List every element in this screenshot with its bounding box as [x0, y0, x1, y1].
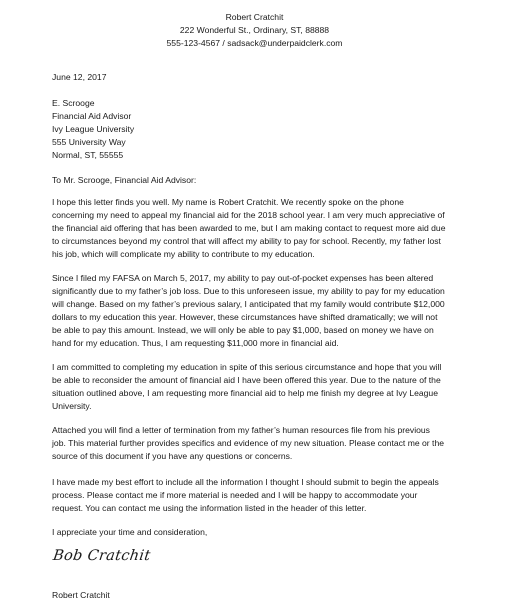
recipient-block [52, 97, 472, 162]
paragraph-line: source of this document if you have any questions or concerns. [52, 451, 293, 462]
paragraph-line: hand for my education. Thus, I am requesting $11,000 more in financial aid. [52, 338, 339, 349]
paragraph-line: Attached you will find a letter of termination from my father’s human resources file from his previous [52, 425, 430, 435]
paragraph-line: to circumstances beyond my control that will affect my ability to pay for school. Recently, my father lost [52, 236, 441, 247]
paragraph-line: his job, which will complicate my ability to contribute to my education. [52, 249, 315, 260]
sender-contact: 555-123-4567 / sadsack@underpaidclerk.com [166, 38, 343, 49]
paragraph-introduction [52, 196, 472, 261]
paragraph-attachment [52, 424, 472, 463]
paragraph-line: I have made my best effort to include all the information I thought I should submit to begin the appeals [52, 477, 439, 487]
salutation: To Mr. Scrooge, Financial Aid Advisor: [52, 175, 197, 185]
paragraph-line: will change. Based on my father’s previous salary, I anticipated that my family would contribute $12,000 [52, 299, 445, 310]
paragraph-line: be able to reconsider the amount of financial aid I have been offered this year. Due to the nature of the [52, 375, 441, 386]
paragraph-closing-request [52, 476, 472, 515]
letter-date: June 12, 2017 [52, 72, 107, 82]
paragraph-line: be able to pay this amount. Instead, we will only be able to pay $1,000, based on money we have on [52, 325, 434, 336]
recipient-city: Normal, ST, 55555 [52, 150, 124, 161]
recipient-title: Financial Aid Advisor [52, 111, 132, 122]
paragraph-line: the financial aid offering that has been awarded to me, but I am making contact to request more aid due [52, 223, 446, 234]
paragraph-line: significantly due to my father’s job loss. Due to this unforeseen issue, my ability to pay for my education [52, 286, 445, 297]
paragraph-line: I am committed to completing my education in spite of this serious circumstance and hope that you will [52, 362, 442, 372]
paragraph-line: situation outlined above, I am requesting more financial aid to help me finish my degree at Ivy League [52, 388, 438, 399]
paragraph-line: request. You can contact me using the information listed in the header of this letter. [52, 503, 367, 514]
recipient-institution: Ivy League University [52, 124, 135, 135]
paragraph-line: University. [52, 401, 92, 412]
paragraph-line: process. Please contact me if more material is needed and I will be happy to accommodate your [52, 490, 418, 501]
handwritten-signature: Bob Cratchit [52, 548, 152, 564]
recipient-street: 555 University Way [52, 137, 126, 148]
paragraph-line: job. This material further provides specifics and evidence of my new situation. Please contact me or the [52, 438, 445, 449]
paragraph-line: I hope this letter finds you well. My name is Robert Cratchit. We recently spoke on the phone [52, 197, 404, 207]
closing-line: I appreciate your time and consideration, [52, 527, 208, 537]
paragraph-financial-change [52, 272, 472, 351]
sender-name: Robert Cratchit [225, 12, 284, 22]
paragraph-line: concerning my need to appeal my financial aid for the 2018 school year. I am very much appreciative of [52, 210, 445, 221]
paragraph-line: Since I filed my FAFSA on March 5, 2017, my ability to pay out-of-pocket expenses has been altered [52, 273, 434, 283]
paragraph-line: dollars to my education this year. However, these circumstances have shifted dramatically; we will not [52, 312, 438, 323]
recipient-name: E. Scrooge [52, 98, 95, 108]
paragraph-commitment [52, 361, 472, 413]
signature-printed-name: Robert Cratchit [52, 590, 110, 600]
letterhead [0, 11, 509, 51]
sender-address: 222 Wonderful St., Ordinary, ST, 88888 [179, 25, 330, 36]
